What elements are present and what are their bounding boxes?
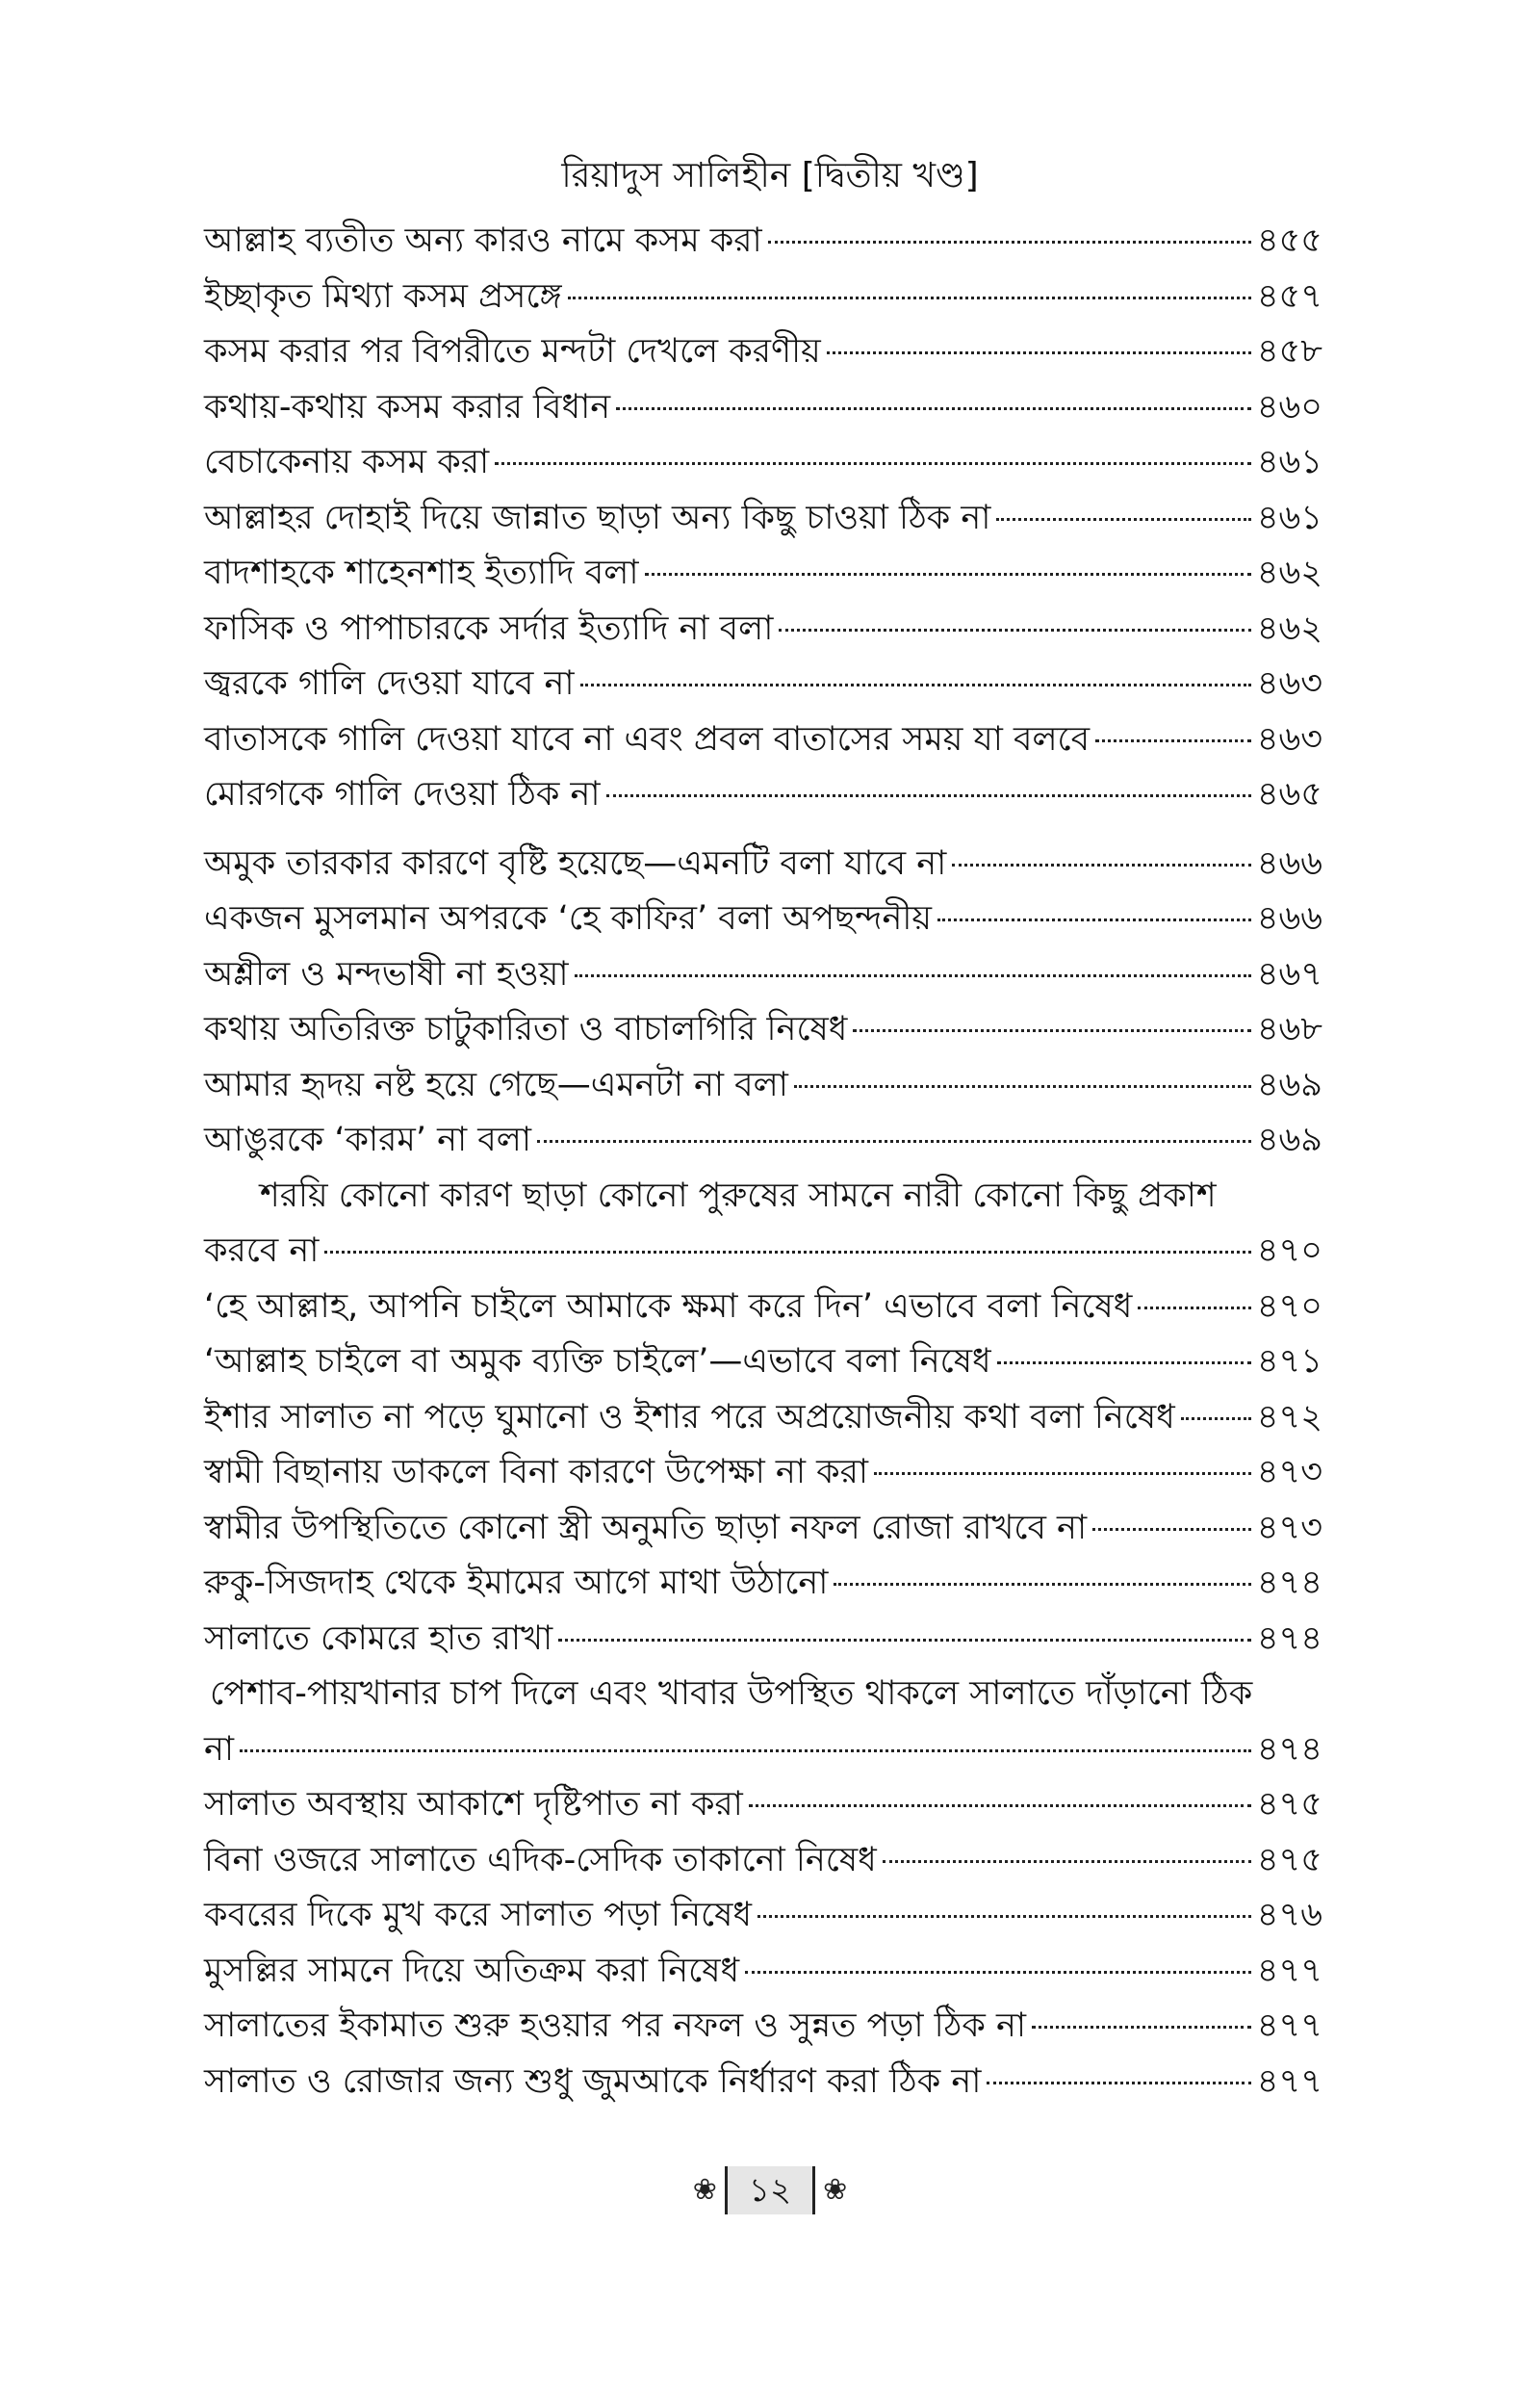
toc-entry-page: ৪৭৪ xyxy=(1256,1729,1322,1769)
toc-entry-title: আমার হৃদয় নষ্ট হয়ে গেছে—এমনটা না বলা xyxy=(204,1065,788,1104)
dot-leader xyxy=(827,351,1251,354)
toc-entry-title-continued: না xyxy=(204,1729,235,1769)
toc-entry-title: কবরের দিকে মুখ করে সালাত পড়া নিষেধ xyxy=(204,1896,752,1934)
toc-entry-title: স্বামী বিছানায় ডাকলে বিনা কারণে উপেক্ষা না করা xyxy=(204,1453,868,1491)
page-footer xyxy=(0,2164,1540,2214)
toc-entry-title: স্বামীর উপস্থিতিতে কোনো স্ত্রী অনুমতি ছাড়া নফল রোজা রাখবে না xyxy=(204,1508,1088,1547)
toc-entry-page: ৪৭২ xyxy=(1256,1397,1322,1436)
toc-entry-title: কথায়-কথায় কসম করার বিধান xyxy=(204,387,611,427)
dot-leader xyxy=(495,462,1251,465)
toc-entry xyxy=(204,380,1322,436)
toc-entry xyxy=(204,1612,1322,1668)
toc-entry-title: অশ্লীল ও মন্দভাষী না হওয়া xyxy=(204,954,569,994)
dot-leader xyxy=(1092,1528,1251,1531)
toc-entry-page: ৪৬৬ xyxy=(1256,899,1322,938)
toc-entry-page: ৪৭০ xyxy=(1256,1286,1322,1326)
toc-entry-page: ৪৬৫ xyxy=(1256,775,1322,814)
toc-entry-title: ফাসিক ও পাপাচারকে সর্দার ইত্যাদি না বলা xyxy=(204,608,774,648)
toc-entry-title: রুকু-সিজদাহ থেকে ইমামের আগে মাথা উঠানো xyxy=(204,1564,829,1602)
toc-entry xyxy=(204,1501,1322,1557)
toc-entry xyxy=(204,892,1322,947)
toc-entry xyxy=(204,1999,1322,2055)
toc-entry xyxy=(204,270,1322,325)
dot-leader xyxy=(952,864,1251,867)
toc-entry-page: ৪৬৭ xyxy=(1256,954,1322,994)
toc-entry-title: আল্লাহ ব্যতীত অন্য কারও নামে কসম করা xyxy=(204,221,762,260)
toc-entry-title: বাতাসকে গালি দেওয়া যাবে না এবং প্রবল বাতাসের সময় যা বলবে xyxy=(204,719,1091,759)
toc-entry-page: ৪৭৪ xyxy=(1256,1564,1322,1602)
toc-entry-title: বিনা ওজরে সালাতে এদিক-সেদিক তাকানো নিষেধ xyxy=(204,1840,877,1879)
toc-entry xyxy=(204,546,1322,602)
toc-entry-title: শরয়ি কোনো কারণ ছাড়া কোনো পুরুষের সামনে নারী কোনো কিছু প্রকাশ xyxy=(260,1176,1217,1215)
toc-entry xyxy=(204,1833,1322,1889)
dot-leader xyxy=(240,1749,1251,1752)
dot-leader xyxy=(794,1085,1251,1088)
toc-entry-title: সালাতের ইকামাত শুরু হওয়ার পর নফল ও সুন্নত পড়া ঠিক না xyxy=(204,2006,1026,2045)
toc-entry-page: ৪৭৪ xyxy=(1256,1618,1322,1658)
dot-leader xyxy=(757,1915,1251,1918)
toc-entry-page: ৪৭১ xyxy=(1256,1342,1322,1381)
toc-entry xyxy=(204,1280,1322,1335)
toc-entry-title: সালাত ও রোজার জন্য শুধু জুমআকে নির্ধারণ করা ঠিক না xyxy=(204,2061,982,2101)
toc-entry-page: ৪৬৮ xyxy=(1256,1010,1322,1048)
toc-entry-title: সালাত অবস্থায় আকাশে দৃষ্টিপাত না করা xyxy=(204,1785,743,1824)
dot-leader xyxy=(768,241,1251,244)
toc-entry-page: ৪৬১ xyxy=(1256,498,1322,537)
toc-entry xyxy=(204,1888,1322,1944)
dot-leader xyxy=(1138,1307,1250,1309)
toc-entry xyxy=(204,1944,1322,2000)
toc-entry xyxy=(204,1390,1322,1446)
toc-entry-title: ইচ্ছাকৃত মিথ্যা কসম প্রসঙ্গে xyxy=(204,276,562,316)
dot-leader xyxy=(606,794,1251,797)
dot-leader xyxy=(580,684,1251,686)
toc-entry xyxy=(204,491,1322,547)
toc-entry xyxy=(204,2055,1322,2110)
dot-leader xyxy=(537,1140,1251,1143)
dot-leader xyxy=(324,1251,1250,1254)
ornament-right-icon: ❀ xyxy=(823,2172,848,2207)
toc-entry xyxy=(204,947,1322,1003)
toc-entry-page: ৪৭০ xyxy=(1256,1231,1322,1270)
toc-entry-title: ইশার সালাত না পড়ে ঘুমানো ও ইশার পরে অপ্রয়োজনীয় কথা বলা নিষেধ xyxy=(204,1397,1175,1436)
toc-entry-page: ৪৫৭ xyxy=(1256,276,1322,316)
toc-entry-page: ৪৭৩ xyxy=(1256,1508,1322,1547)
toc-entry-title: কসম করার পর বিপরীতে মন্দটা দেখলে করণীয় xyxy=(204,332,821,371)
toc-entry-page: ৪৭৭ xyxy=(1256,2006,1322,2045)
dot-leader xyxy=(779,629,1250,632)
toc-entry xyxy=(204,435,1322,491)
toc-entry-title: মুসল্লির সামনে দিয়ে অতিক্রম করা নিষেধ xyxy=(204,1951,740,1990)
toc-entry-page: ৪৭৬ xyxy=(1256,1896,1322,1934)
toc-entry-title: সালাতে কোমরে হাত রাখা xyxy=(204,1618,553,1658)
toc-entry-title-continued: করবে না xyxy=(204,1231,320,1270)
toc-entry-title: ‘আল্লাহ চাইলে বা অমুক ব্যক্তি চাইলে’—এভাবে বলা নিষেধ xyxy=(204,1342,991,1381)
ornament-left-icon: ❀ xyxy=(692,2172,717,2207)
toc-entry xyxy=(204,712,1322,768)
toc-entry-page: ৪৬৬ xyxy=(1256,843,1322,883)
dot-leader xyxy=(874,1472,1251,1475)
toc-entry-page: ৪৬২ xyxy=(1256,554,1322,592)
toc-entry-title: জ্বরকে গালি দেওয়া যাবে না xyxy=(204,664,575,703)
toc-entry-page: ৪৭৫ xyxy=(1256,1785,1322,1824)
toc-entry xyxy=(204,324,1322,380)
toc-entry-page: ৪৭৭ xyxy=(1256,1951,1322,1990)
dot-leader xyxy=(996,518,1250,521)
toc-entry-first-line xyxy=(204,1169,1322,1225)
dot-leader xyxy=(937,919,1251,921)
toc-entry-page: ৪৭৭ xyxy=(1256,2061,1322,2101)
toc-entry-page: ৪৬১ xyxy=(1256,443,1322,481)
dot-leader xyxy=(645,573,1251,576)
toc-entry xyxy=(204,837,1322,893)
toc-entry xyxy=(204,1113,1322,1169)
toc-entry-title: বাদশাহকে শাহেনশাহ ইত্যাদি বলা xyxy=(204,554,639,592)
toc-entry xyxy=(204,1722,1322,1778)
toc-entry xyxy=(204,1334,1322,1390)
toc-entry-page: ৪৫৮ xyxy=(1256,332,1322,371)
toc-entry-first-line xyxy=(204,1667,1322,1722)
toc-entry-page: ৪৫৫ xyxy=(1256,221,1322,260)
toc-entry-page: ৪৬৩ xyxy=(1256,664,1322,703)
toc-entry xyxy=(204,214,1322,270)
dot-leader xyxy=(883,1860,1251,1863)
toc-entry xyxy=(204,1556,1322,1612)
dot-leader xyxy=(834,1583,1250,1586)
dot-leader xyxy=(558,1639,1251,1642)
toc-entry xyxy=(204,1058,1322,1114)
toc-entry-page: ৪৭৩ xyxy=(1256,1453,1322,1491)
dot-leader xyxy=(987,2082,1250,2084)
toc-entry-page: ৪৬৯ xyxy=(1256,1121,1322,1159)
dot-leader xyxy=(749,1804,1251,1807)
toc-entry-page: ৪৬২ xyxy=(1256,608,1322,648)
toc-entry-title: পেশাব-পায়খানার চাপ দিলে এবং খাবার উপস্থিত থাকলে সালাতে দাঁড়ানো ঠিক xyxy=(210,1674,1253,1713)
toc-entry xyxy=(204,1777,1322,1833)
dot-leader xyxy=(616,407,1251,410)
toc-entry-title: কথায় অতিরিক্ত চাটুকারিতা ও বাচালগিরি নিষেধ xyxy=(204,1010,848,1048)
toc-entry-page: ৪৬৩ xyxy=(1256,719,1322,759)
dot-leader xyxy=(568,297,1251,299)
toc-entry-title: মোরগকে গালি দেওয়া ঠিক না xyxy=(204,775,601,814)
toc-entry-title: অমুক তারকার কারণে বৃষ্টি হয়েছে—এমনটি বলা যাবে না xyxy=(204,843,947,883)
toc-entry-page: ৪৬৯ xyxy=(1256,1065,1322,1104)
dot-leader xyxy=(1032,2026,1251,2029)
toc-entry-title: আঙুরকে ‘কারম’ না বলা xyxy=(204,1121,531,1159)
dot-leader xyxy=(853,1029,1250,1032)
toc-entry-title: বেচাকেনায় কসম করা xyxy=(204,443,490,481)
dot-leader xyxy=(1181,1417,1251,1420)
toc-entry-page: ৪৭৫ xyxy=(1256,1840,1322,1879)
dot-leader xyxy=(575,974,1251,977)
toc-entry xyxy=(204,1224,1322,1280)
toc-entry xyxy=(204,767,1322,823)
toc-entry-title: ‘হে আল্লাহ, আপনি চাইলে আমাকে ক্ষমা করে দিন’ এভাবে বলা নিষেধ xyxy=(204,1286,1133,1326)
page-number: ১২ xyxy=(725,2166,815,2214)
toc-entry xyxy=(204,1445,1322,1501)
dot-leader xyxy=(997,1361,1251,1364)
dot-leader xyxy=(745,1971,1251,1974)
table-of-contents xyxy=(204,214,1322,2109)
toc-entry xyxy=(204,1002,1322,1058)
dot-leader xyxy=(1095,739,1251,742)
running-header: রিয়াদুস সালিহীন [দ্বিতীয় খণ্ড] xyxy=(561,156,979,195)
toc-entry xyxy=(204,657,1322,712)
toc-entry-title: একজন মুসলমান অপরকে ‘হে কাফির’ বলা অপছন্দনীয় xyxy=(204,899,932,938)
toc-entry xyxy=(204,602,1322,658)
toc-entry-title: আল্লাহর দোহাই দিয়ে জান্নাত ছাড়া অন্য কিছু চাওয়া ঠিক না xyxy=(204,498,991,537)
toc-entry-page: ৪৬০ xyxy=(1256,387,1322,427)
